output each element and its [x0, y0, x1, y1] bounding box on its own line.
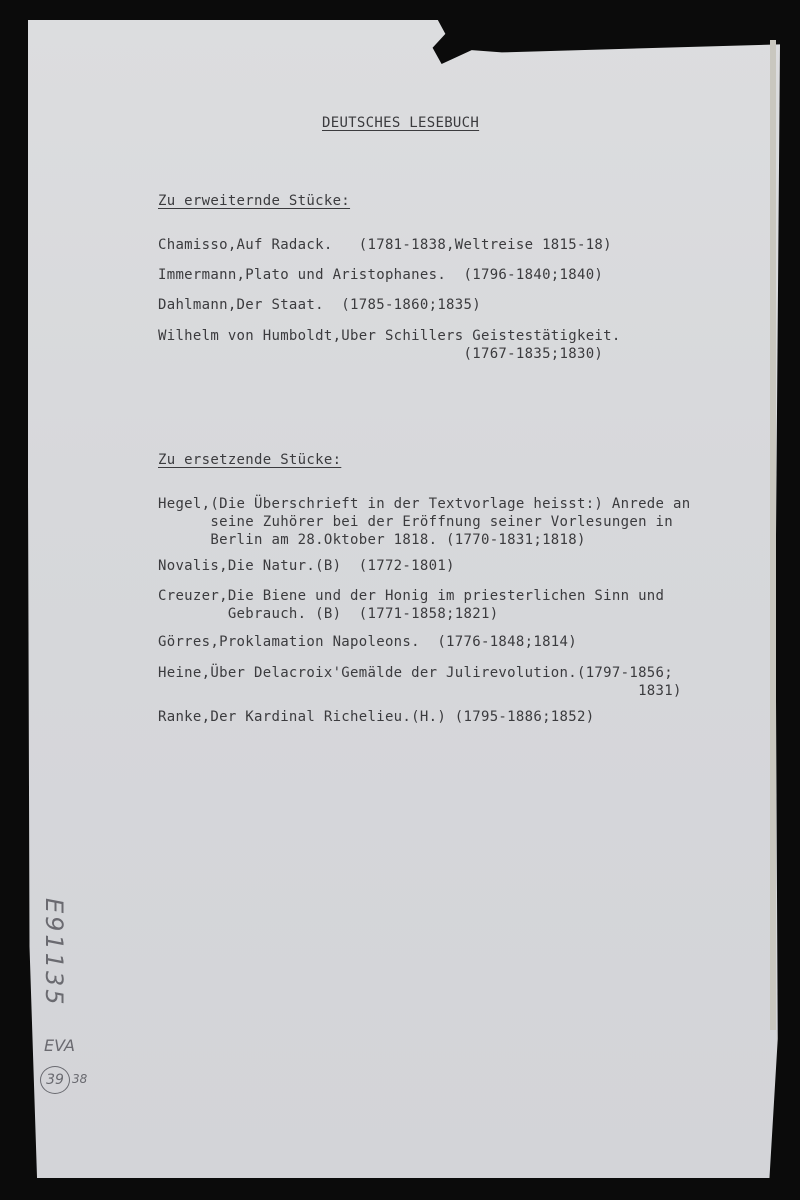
entry-humboldt: Wilhelm von Humboldt,Uber Schillers Geistestätigkeit. (1767-1835;1830): [158, 328, 621, 362]
entry-immermann: Immermann,Plato und Aristophanes. (1796-1840;1840): [158, 267, 604, 283]
entry-heine: Heine,Über Delacroix'Gemälde der Julirevolution.(1797-1856; 1831): [158, 665, 682, 699]
entry-hegel: Hegel,(Die Überschrieft in der Textvorlage heisst:) Anrede an seine Zuhörer bei der Eröffnung seiner Vorlesungen in Berlin am 28.Oktober 1818. (1770-1831;1818): [158, 496, 691, 548]
section-heading-extend: Zu erweiternde Stücke:: [158, 193, 351, 209]
entry-creuzer: Creuzer,Die Biene und der Honig im priesterlichen Sinn und Gebrauch. (B) (1771-1858;1821): [158, 588, 665, 622]
entry-chamisso: Chamisso,Auf Radack. (1781-1838,Weltreise 1815-18): [158, 237, 612, 253]
entry-goerres: Görres,Proklamation Napoleons. (1776-1848;1814): [158, 634, 577, 650]
archive-reference-number: E91135: [40, 898, 68, 1008]
entry-dahlmann: Dahlmann,Der Staat. (1785-1860;1835): [158, 297, 481, 313]
entry-ranke: Ranke,Der Kardinal Richelieu.(H.) (1795-1886;1852): [158, 709, 595, 725]
archive-mark-eva: EVA: [44, 1036, 75, 1055]
circled-page-number: 39: [40, 1066, 70, 1094]
section-heading-replace: Zu ersetzende Stücke:: [158, 452, 342, 468]
page-number-annotation: 38: [72, 1072, 88, 1086]
entry-novalis: Novalis,Die Natur.(B) (1772-1801): [158, 558, 455, 574]
paper-edge: [770, 40, 776, 1030]
document-title: DEUTSCHES LESEBUCH: [322, 115, 480, 131]
